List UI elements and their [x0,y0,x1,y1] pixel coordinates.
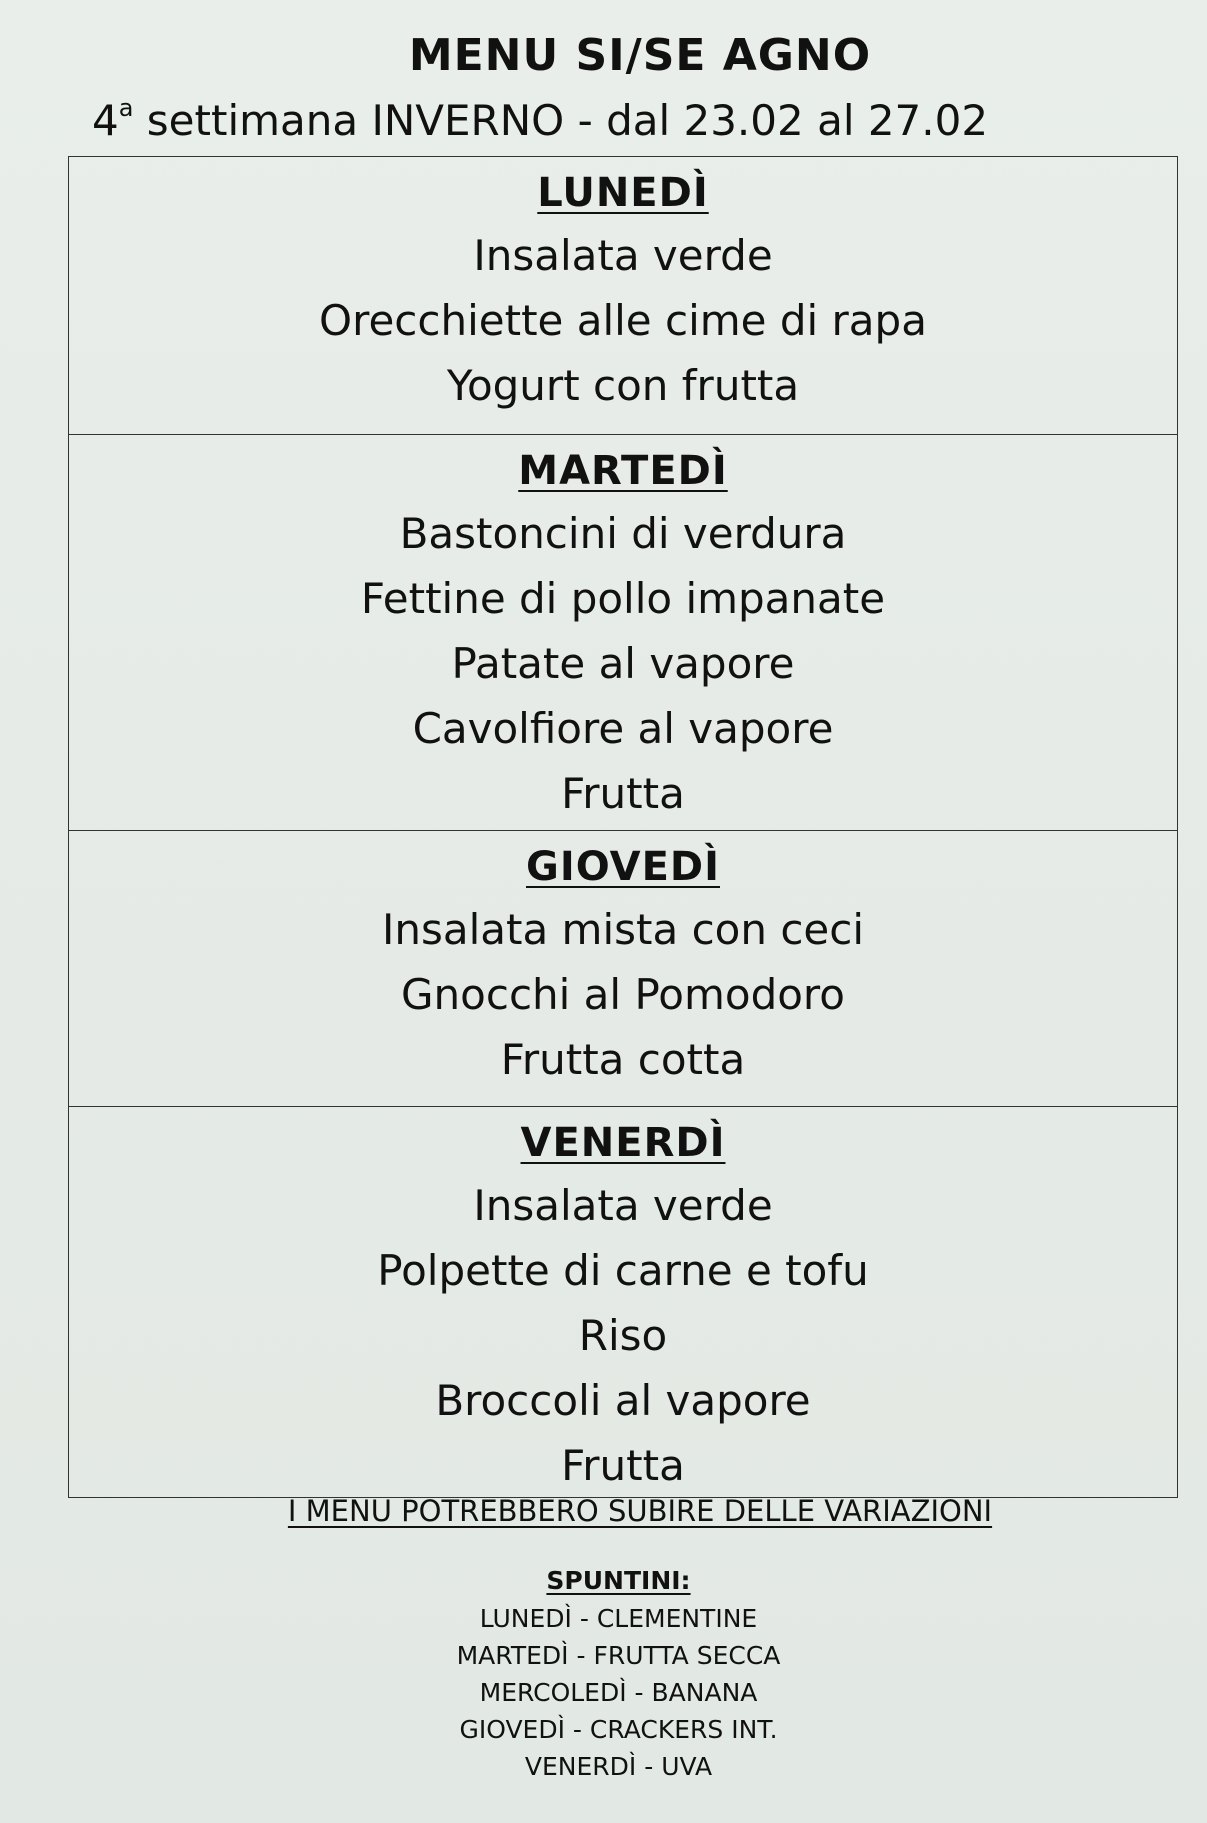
variation-notice: I MENU POTREBBERO SUBIRE DELLE VARIAZIONI [287,1494,993,1528]
day-name: MARTEDÌ [518,448,728,494]
day-name: VENERDÌ [520,1120,726,1166]
dish-item: Cavolfiore al vapore [412,704,834,753]
dish-item: Frutta [561,1441,685,1490]
dish-item: Frutta [561,769,685,818]
snacks-section [0,1562,1207,1785]
week-ordinal-suffix: a [118,94,134,122]
dish-item: Orecchiette alle cime di rapa [319,296,927,345]
day-block-martedi [69,435,1177,831]
snack-item: MARTEDÌ - FRUTTA SECCA [456,1641,781,1670]
snack-item: MERCOLEDÌ - BANANA [479,1678,758,1707]
dish-item: Patate al vapore [451,639,795,688]
week-subtitle [92,96,988,145]
week-text: settimana INVERNO - dal 23.02 al 27.02 [133,96,989,145]
day-block-giovedi [69,831,1177,1107]
menu-table [68,156,1178,1498]
dish-item: Insalata verde [473,231,773,280]
snacks-title: SPUNTINI: [546,1566,691,1595]
week-number: 4 [92,96,119,145]
day-name: LUNEDÌ [537,170,709,216]
snack-item: LUNEDÌ - CLEMENTINE [479,1604,758,1633]
dish-item: Insalata verde [473,1181,773,1230]
dish-item: Broccoli al vapore [435,1376,811,1425]
dish-item: Polpette di carne e tofu [377,1246,869,1295]
day-block-lunedi [69,157,1177,435]
day-name: GIOVEDÌ [525,844,720,890]
dish-item: Yogurt con frutta [446,361,800,410]
dish-item: Riso [578,1311,668,1360]
dish-item: Gnocchi al Pomodoro [401,970,845,1019]
dish-item: Fettine di pollo impanate [360,574,886,623]
snack-item: VENERDÌ - UVA [524,1752,713,1781]
dish-item: Insalata mista con ceci [381,905,865,954]
day-block-venerdi [69,1107,1177,1497]
dish-item: Bastoncini di verdura [399,509,847,558]
snack-item: GIOVEDÌ - CRACKERS INT. [459,1715,778,1744]
page-title: MENU SI/SE AGNO [408,30,872,81]
dish-item: Frutta cotta [500,1035,746,1084]
